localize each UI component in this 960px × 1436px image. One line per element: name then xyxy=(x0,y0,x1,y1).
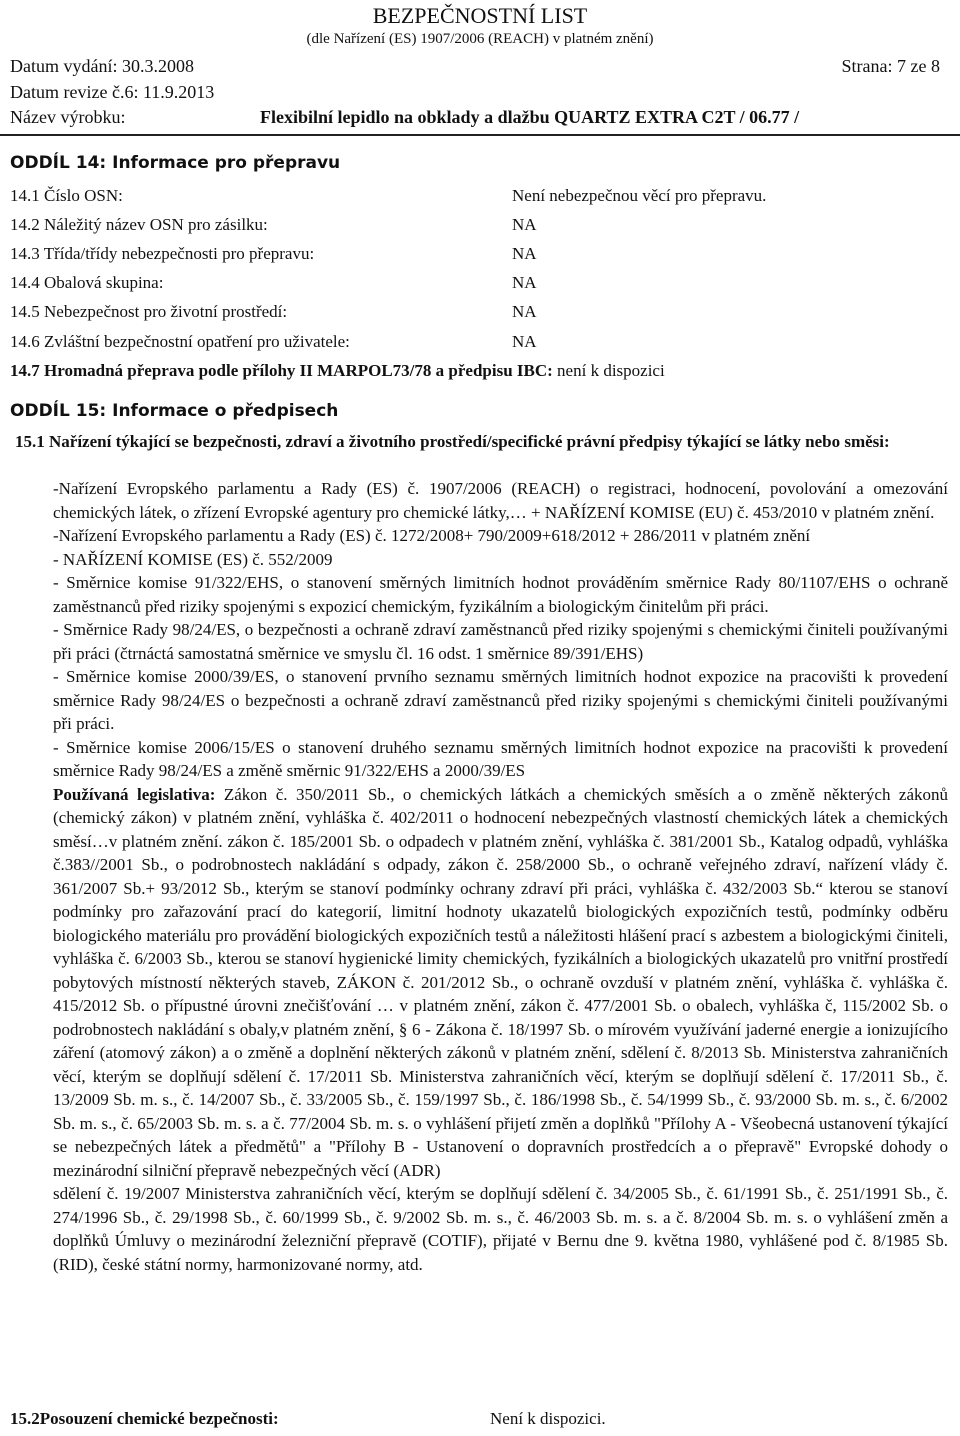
subsection-15-1-text: 15.1 Nařízení týkající se bezpečnosti, zdraví a životního prostředí/specifické právní předpisy týkající se látky nebo směsi: xyxy=(15,432,890,451)
row-label: 14.6 Zvláštní bezpečnostní opatření pro uživatele: xyxy=(10,332,350,351)
reg-paragraph: - NAŘÍZENÍ KOMISE (ES) č. 552/2009 xyxy=(53,549,333,569)
document-title: BEZPEČNOSTNÍ LIST xyxy=(372,3,588,28)
section-14-heading: ODDÍL 14: Informace pro přepravu xyxy=(10,153,341,173)
row-14-6 xyxy=(10,331,940,353)
row-label: 14.4 Obalová skupina: xyxy=(10,273,164,292)
row-14-4 xyxy=(10,272,940,294)
subsection-15-1 xyxy=(15,431,950,453)
revision-date: Datum revize č.6: 11.9.2013 xyxy=(10,82,215,102)
header-row-product xyxy=(10,106,940,128)
header-row-revision xyxy=(10,81,940,103)
reg-paragraph: - Směrnice Rady 98/24/ES, o bezpečnosti a ochraně zdraví zaměstnanců před riziky spojenými s chemickými činiteli používanými při práci (čtrnáctá samostatná směrnice ve smyslu čl. 16 odst. 1 směrnice 89/391/EHS) xyxy=(53,620,948,663)
row-label: 14.7 Hromadná přeprava podle přílohy II MARPOL73/78 a předpisu IBC: xyxy=(10,361,553,380)
document-subtitle: (dle Nařízení (ES) 1907/2006 (REACH) v platném znění) xyxy=(306,31,654,47)
reg-paragraph: -Nařízení Evropského parlamentu a Rady (ES) č. 1272/2008+ 790/2009+618/2012 + 286/2011 v platném znění xyxy=(53,526,811,545)
row-14-3 xyxy=(10,243,940,265)
product-label: Název výrobku: xyxy=(10,107,126,127)
reg-paragraph: - Směrnice komise 2000/39/ES, o stanovení prvního seznamu směrných limitních hodnot expozice na pracovišti k provedení směrnice Rady 98/24/ES o bezpečnosti a ochraně zdraví zaměstnanců před riziky spojenými s chemickými činiteli používanými při práci. xyxy=(53,667,948,733)
row-value: NA xyxy=(512,273,537,292)
legislation-paragraph xyxy=(53,783,948,1183)
row-value: není k dispozici xyxy=(557,361,665,380)
legislation-label: Používaná legislativa: xyxy=(53,784,216,804)
reg-paragraph: -Nařízení Evropského parlamentu a Rady (ES) č. 1907/2006 (REACH) o registraci, hodnocení, povolování a omezování chemických látek, o zřízení Evropské agentury pro chemické látky,… + NAŘÍZENÍ KOMISE (EU) č. 453/2010 v platném znění. xyxy=(53,479,948,522)
row-14-1 xyxy=(10,185,940,207)
row-14-5 xyxy=(10,301,940,323)
page-number: Strana: 7 ze 8 xyxy=(841,56,940,76)
row-label: 14.5 Nebezpečnost pro životní prostředí: xyxy=(10,302,288,321)
row-14-7 xyxy=(10,360,665,382)
row-value: NA xyxy=(512,302,537,321)
row-14-2 xyxy=(10,214,940,236)
subsection-15-2-value: Není k dispozici. xyxy=(490,1409,606,1428)
row-value: NA xyxy=(512,215,537,234)
header-row-issue xyxy=(10,55,940,77)
row-value: Není nebezpečnou věcí pro přepravu. xyxy=(512,186,767,205)
row-value: NA xyxy=(512,244,537,263)
issue-date: Datum vydání: 30.3.2008 xyxy=(10,56,194,76)
product-name: Flexibilní lepidlo na obklady a dlažbu QUARTZ EXTRA C2T / 06.77 / xyxy=(260,107,800,127)
row-label: 14.3 Třída/třídy nebezpečnosti pro přepravu: xyxy=(10,244,315,263)
row-value: NA xyxy=(512,332,537,351)
reg-paragraph: - Směrnice komise 91/322/EHS, o stanovení směrných limitních hodnot prováděním směrnice Rady 80/1107/EHS o ochraně zaměstnanců před riziky spojenými s expozicí chemickým, fyzikálním a biologickým činitelům při práci. xyxy=(53,573,948,616)
section-15-heading: ODDÍL 15: Informace o předpisech xyxy=(10,401,339,421)
reg-paragraph: sdělení č. 19/2007 Ministerstva zahraničních věcí, kterým se doplňují sdělení č. 34/2005 Sb., č. 61/1991 Sb., č. 251/1991 Sb., č. 274/1996 Sb., č. 29/1998 Sb., č. 60/1999 Sb., č. 9/2002 Sb. m. s., č. 46/2003 Sb. m. s. a č. 8/2004 Sb. m. s. o vyhlášení změn a doplňků Úmluvy o mezinárodní železniční přepravě (COTIF), přijaté v Bernu dne 9. května 1980, vyhlášené pod č. 8/1985 Sb.(RID), české státní normy, harmonizované normy, atd. xyxy=(53,1184,948,1274)
header-divider xyxy=(0,134,960,136)
subsection-15-2 xyxy=(10,1408,606,1430)
reg-paragraph: - Směrnice komise 2006/15/ES o stanovení druhého seznamu směrných limitních hodnot expozice na pracovišti k provedení směrnice Rady 98/24/ES a změně směrnic 91/322/EHS a 2000/39/ES xyxy=(53,737,948,780)
regulations-body xyxy=(53,477,948,1276)
subsection-15-2-label: 15.2Posouzení chemické bezpečnosti: xyxy=(10,1409,279,1428)
legislation-text: Zákon č. 350/2011 Sb., o chemických látkách a chemických směsích a o změně některých zákonů (chemický zákon) v platném znění, vyhláška č. 402/2011 o hodnocení nebezpečných vlastností chemických látek a chemických směsí…v platném znění. zákon č. 185/2001 Sb. o odpadech v platném znění, vyhláška č. 381/2001 Sb., Katalog odpadů, vyhláška č.383//2001 Sb., o podrobnostech nakládání s odpady, zákon č. 258/2000 Sb., o ochraně veřejného zdraví, nařízení vlády č. 361/2007 Sb.+ 93/2012 Sb., kterým se stanoví podmínky ochrany zdraví při práci, vyhláška č. 432/2003 Sb.“ kterou se stanoví podmínky pro zařazování prací do kategorií, limitní hodnoty ukazatelů biologických expozičních testů, podmínky odběru biologického materiálu pro provádění biologických expozičních testů a náležitosti hlášení prací s azbestem a biologickými činiteli, vyhláška č. 6/2003 Sb., kterou se stanoví hygienické limity chemických, fyzikálních a biologických ukazatelů pro vnitřní prostředí pobytových místností některých staveb, ZÁKON č. 201/2012 Sb., o ochraně ovzduší v platném znění, vyhláška č. vyhláška č. 415/2012 Sb. o přípustné úrovni znečišťování … v platném znění, zákon č. 477/2001 Sb. o obalech, vyhláška č, 115/2002 Sb. o podrobnostech nakládání s obaly,v platném znění, § 6 - Zákona č. 18/1997 Sb. o mírovém využívání jaderné energie a ionizujícího záření (atomový zákon) a o změně a doplnění některých zákonů v platném znění, sdělení č. 8/2013 Sb. Ministerstva zahraničních věcí, kterým se doplňují sdělení č. 17/2011 Sb. Ministerstva zahraničních věcí, kterým se doplňují sdělení č. 17/2011 Sb., č. 13/2009 Sb. m. s., č. 14/2007 Sb., č. 33/2005 Sb., č. 159/1997 Sb., č. 186/1998 Sb., č. 54/1999 Sb., č. 93/2000 Sb. m. s., č. 6/2002 Sb. m. s., č. 65/2003 Sb. m. s. a č. 77/2004 Sb. m. s. o vyhlášení přijetí změn a doplňků "Přílohy A - Všeobecná ustanovení týkající se nebezpečných látek a předmětů" a "Přílohy B - Ustanovení o dopravních prostředcích a o přepravě" Evropské dohody o mezinárodní silniční přepravě nebezpečných věcí (ADR) xyxy=(53,784,948,1180)
row-label: 14.2 Náležitý název OSN pro zásilku: xyxy=(10,215,268,234)
row-label: 14.1 Číslo OSN: xyxy=(10,186,123,205)
